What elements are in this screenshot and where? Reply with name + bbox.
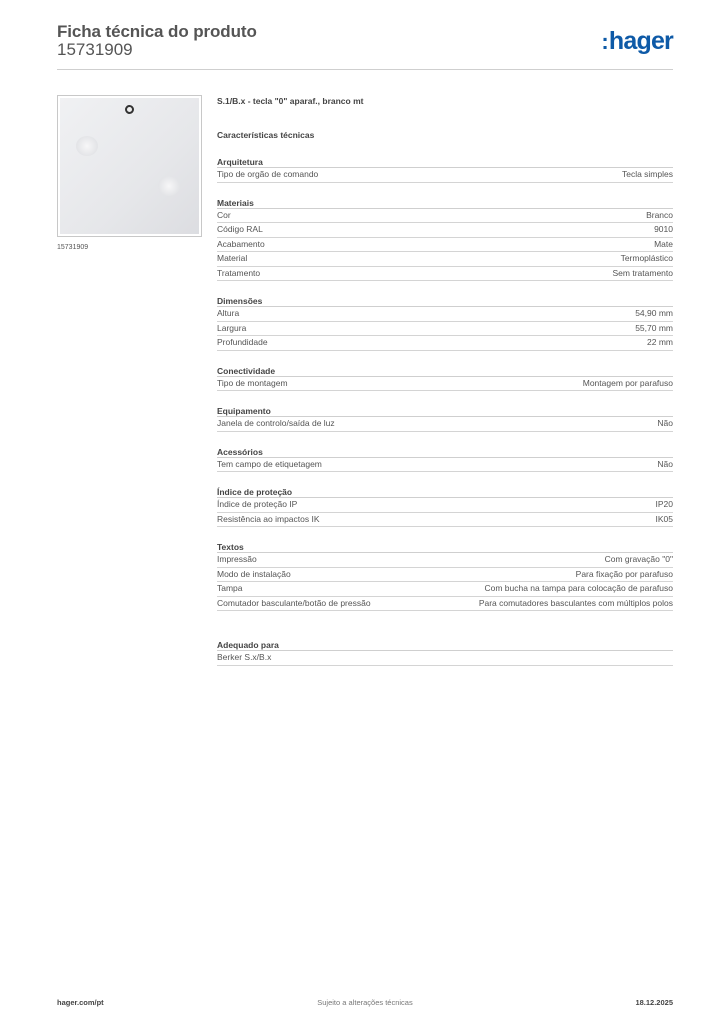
spec-row [217,322,673,337]
screw-ring-icon [125,105,134,114]
spec-row [217,209,673,224]
spec-section [217,197,673,282]
section-title: Acessórios [217,446,673,458]
spec-value: Com gravação "0" [604,554,673,564]
spec-row [217,498,673,513]
spec-row [217,223,673,238]
page-header [57,20,673,70]
spec-value: 54,90 mm [635,308,673,318]
footer-date: 18.12.2025 [635,998,673,1007]
product-code: 15731909 [57,40,133,59]
section-title: Índice de proteção [217,486,673,498]
spec-section [217,446,673,473]
section-title: Arquitetura [217,156,673,168]
spec-value: Para comutadores basculantes com múltiplos polos [478,597,673,608]
spec-row [217,267,673,282]
spec-label: Modo de instalação [217,568,291,579]
spec-row [217,336,673,351]
tech-heading: Características técnicas [217,130,315,140]
spec-content [217,96,673,666]
spec-section [217,486,673,527]
spec-label: Tipo de orgão de comando [217,169,319,179]
spec-section [217,365,673,392]
section-title: Equipamento [217,405,673,417]
spec-label: Tratamento [217,267,261,278]
spec-label: Resistência ao impactos IK [217,513,320,524]
spec-row [217,568,673,583]
spec-label: Comutador basculante/botão de pressão [217,597,371,608]
document-title: Ficha técnica do produto [57,22,257,41]
spec-value: 22 mm [647,337,673,347]
spec-label: Material [217,253,248,263]
spec-value: Termoplástico [620,253,673,263]
spec-value: Mate [654,238,673,249]
spec-value: IK05 [655,513,673,524]
spec-label: Cor [217,209,231,220]
spec-value: IP20 [655,499,673,509]
spec-label: Código RAL [217,224,263,234]
spec-value: Não [657,418,673,428]
spec-row [217,377,673,392]
plate-bump [158,176,180,196]
spec-label: Tampa [217,583,243,593]
spec-label: Janela de controlo/saída de luz [217,418,335,428]
spec-value: Branco [646,209,673,220]
section-title: Textos [217,541,673,553]
spec-row [217,417,673,432]
spec-section [217,639,673,666]
spec-value: Para fixação por parafuso [575,568,673,579]
spec-section [217,541,673,611]
spec-row [217,597,673,612]
logo-prefix: : [601,29,608,54]
spec-value: Montagem por parafuso [582,377,673,388]
page-footer [57,998,673,1012]
plate-bump [76,136,98,156]
product-name: S.1/B.x - tecla "0" aparaf., branco mt [217,96,364,106]
spec-row [217,513,673,528]
section-title: Conectividade [217,365,673,377]
section-title: Dimensões [217,295,673,307]
spec-sections [217,156,673,666]
spec-row [217,252,673,267]
spec-label: Berker S.x/B.x [217,652,272,662]
spec-value: 9010 [654,224,673,234]
spec-label: Altura [217,308,240,318]
spec-row [217,651,673,666]
spec-row [217,553,673,568]
spec-value: 55,70 mm [635,322,673,333]
product-image [57,95,202,237]
spec-value: Não [657,458,673,469]
spec-row [217,582,673,597]
spec-row [217,238,673,253]
spec-label: Tem campo de etiquetagem [217,458,322,469]
hager-logo [601,27,673,56]
switch-plate [60,98,199,234]
spec-row [217,168,673,183]
spec-value: Com bucha na tampa para colocação de parafuso [484,583,673,593]
spec-label: Largura [217,322,247,333]
footer-website[interactable]: hager.com/pt [57,998,104,1007]
spec-value: Sem tratamento [612,267,673,278]
spec-row [217,458,673,473]
spec-row [217,307,673,322]
spec-label: Acabamento [217,238,265,249]
footer-notice: Sujeito a alterações técnicas [317,998,413,1007]
spec-section [217,156,673,183]
spec-value: Tecla simples [621,169,673,179]
spec-section [217,405,673,432]
logo-text: hager [608,27,673,55]
spec-section [217,295,673,351]
section-title: Materiais [217,197,673,209]
spec-label: Índice de proteção IP [217,499,298,509]
image-caption: 15731909 [57,244,89,251]
spec-label: Impressão [217,554,257,564]
spec-label: Profundidade [217,337,268,347]
section-title: Adequado para [217,639,673,651]
spec-label: Tipo de montagem [217,377,288,388]
